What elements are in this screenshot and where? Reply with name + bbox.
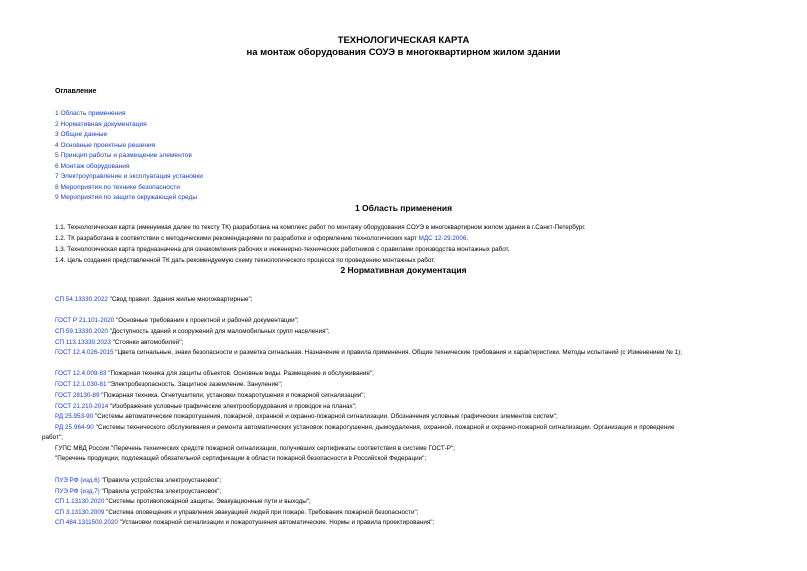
ref-text: работ"; (42, 434, 63, 441)
ref-item (55, 455, 426, 462)
ref-code-link[interactable]: СП 1.13130.2020 (55, 498, 105, 505)
ref-item (55, 519, 434, 526)
ref-item (55, 509, 419, 516)
mds-link[interactable]: МДС 12-29.2006 (418, 235, 467, 242)
ref-code-link[interactable]: ГОСТ 12.1.030-81 (55, 381, 107, 388)
ref-code-link[interactable]: СП 3.13130.2009 (55, 509, 105, 516)
ref-item (55, 381, 282, 388)
toc-link-6[interactable]: 6 Монтаж оборудования (55, 162, 130, 170)
paragraph-1-4: 1.4. Цель создания представленной ТК дать рекомендуемую схему технологического процесса по проведению монтажных работ. (55, 257, 436, 264)
ref-code-link[interactable]: СП 484.1311500.2020 (55, 519, 118, 526)
ref-text: "Система оповещения и управления эвакуацией людей при пожаре. Требования пожарной безопасности"; (104, 509, 419, 516)
ref-code-link[interactable]: ГОСТ 28130-89 (55, 392, 100, 399)
ref-text: "Системы противопожарной защиты. Эвакуационные пути и выходы"; (104, 498, 311, 505)
ref-item (55, 349, 682, 356)
ref-code-link[interactable]: ГОСТ 21.210-2014 (55, 403, 109, 410)
ref-text: "Свод правил. Здания жилые многоквартирные"; (107, 296, 253, 303)
toc-link-5[interactable]: 5 Принцип работы и размещение элементов (55, 152, 192, 159)
ref-item (55, 370, 374, 377)
ref-code-link[interactable]: СП 54.13330.2022 (55, 296, 108, 303)
ref-item (55, 317, 299, 324)
ref-text: "Системы автоматические пожаротушения, пожарной, охранной и охранно-пожарной сигнализации. Обозначения условные графических элементов систем"; (93, 413, 558, 420)
paragraph-1-1: 1.1. Технологическая карта (именуемая далее по тексту ТК) разработана на комплекс работ по монтажу оборудования СОУЭ в многоквартирном жилом здании в г.Санкт-Петербург. (55, 224, 586, 231)
ref-text: "Основные требования к проектной и рабочей документации"; (114, 317, 299, 324)
ref-code-link[interactable]: ГОСТ Р 21.101-2020 (55, 317, 115, 324)
toc-link-2[interactable]: 2 Нормативная документация (55, 120, 147, 128)
paragraph-1-2-end: . (466, 235, 469, 242)
ref-item (55, 477, 221, 484)
ref-code-link[interactable]: РД 25.953-90 (55, 413, 94, 420)
ref-item (55, 488, 221, 495)
ref-code-link[interactable]: СП 59.13330.2020 (55, 328, 108, 335)
toc-link-7[interactable]: 7 Электроуправление и эксплуатация установки (55, 173, 203, 180)
paragraph-1-2-text: 1.2. ТК разработана в соответствии с методическими рекомендациями по разработке и оформлению технологических карт (55, 235, 419, 242)
ref-item (55, 403, 357, 410)
section-2-title: 2 Нормативная документация (340, 265, 467, 275)
ref-item (55, 392, 365, 399)
toc-link-9[interactable]: 9 Мероприятия по защите окружающей среды (55, 194, 198, 201)
ref-item (55, 413, 558, 420)
ref-item (55, 339, 183, 346)
ref-item (55, 445, 455, 452)
ref-code-link[interactable]: ГОСТ 12.4.026-2015 (55, 349, 114, 356)
ref-text: "Стоянки автомобилей"; (110, 339, 184, 346)
ref-code-link[interactable]: ГОСТ 12.4.009-83 (55, 370, 107, 377)
toc-heading: Оглавление (55, 88, 97, 95)
ref-code-link[interactable]: РД 25.964-90 (55, 424, 94, 431)
ref-text: "Правила устройства электроустановок"; (99, 488, 222, 495)
paragraph-1-2 (55, 235, 468, 242)
ref-text: "Цвета сигнальные, знаки безопасности и разметка сигнальная. Назначение и правила применения. Общие технические требования и характеристики. Методы испытаний (с Изменением № 1); (113, 349, 682, 356)
toc-link-1[interactable]: 1 Область применения (55, 110, 126, 117)
ref-text: ГУПС МВД России "Перечень технических средств пожарной сигнализации, получивших сертификаты соответствия в системе ГОСТ-Р"; (55, 445, 455, 452)
ref-text: "Изображения условные графические электрооборудования и проводок на планах"; (108, 403, 357, 410)
page-title: ТЕХНОЛОГИЧЕСКАЯ КАРТА (337, 35, 470, 46)
ref-item (55, 328, 330, 335)
section-1-title: 1 Область применения (354, 203, 453, 213)
ref-text: "Электробезопасность. Защитное заземление. Зануление"; (106, 381, 283, 388)
paragraph-1-3: 1.3. Технологическая карта предназначена для ознакомления рабочих и инженерно-технических работников с правилами производства монтажных работ. (55, 246, 510, 253)
ref-text: "Системы технического обслуживания и ремонта автоматических установок пожаротушения, дымоудаления, охранной, пожарной и охранно-пожарной сигнализации. Организация и проведение (93, 424, 675, 431)
ref-text: "Перечень продукции, подлежащей обязательной сертификации в области пожарной безопасности в Российской Федерации"; (55, 455, 427, 462)
ref-item (55, 498, 311, 505)
ref-item (55, 296, 252, 303)
toc-link-4[interactable]: 4 Основные проектные решения (55, 141, 156, 149)
ref-text: "Пожарная техника для защиты объектов. Основные виды. Размещение и обслуживание"; (106, 370, 374, 377)
ref-code-link[interactable]: СП 113.13330.2023 (55, 339, 111, 346)
page-subtitle: на монтаж оборудования СОУЭ в многоквартирном жилом здании (246, 47, 561, 58)
ref-text: "Доступность зданий и сооружений для маломобильных групп населения"; (107, 328, 330, 335)
ref-item (42, 434, 63, 441)
ref-text: "Установки пожарной сигнализации и пожаротушения автоматические. Нормы и правила проектирования"; (117, 519, 435, 526)
ref-code-link[interactable]: ПУЭ РФ (изд.7) (55, 488, 100, 495)
toc-link-8[interactable]: 8 Мероприятия по технике безопасности (55, 183, 180, 191)
ref-text: "Правила устройства электроустановок"; (99, 477, 222, 484)
ref-code-link[interactable]: ПУЭ РФ (изд.6) (55, 477, 100, 484)
ref-text: "Пожарная техника. Огнетушители, установки пожаротушения и пожарной сигнализации"; (99, 392, 366, 399)
toc-link-3[interactable]: 3 Общие данные (55, 131, 108, 138)
ref-item (55, 424, 675, 431)
